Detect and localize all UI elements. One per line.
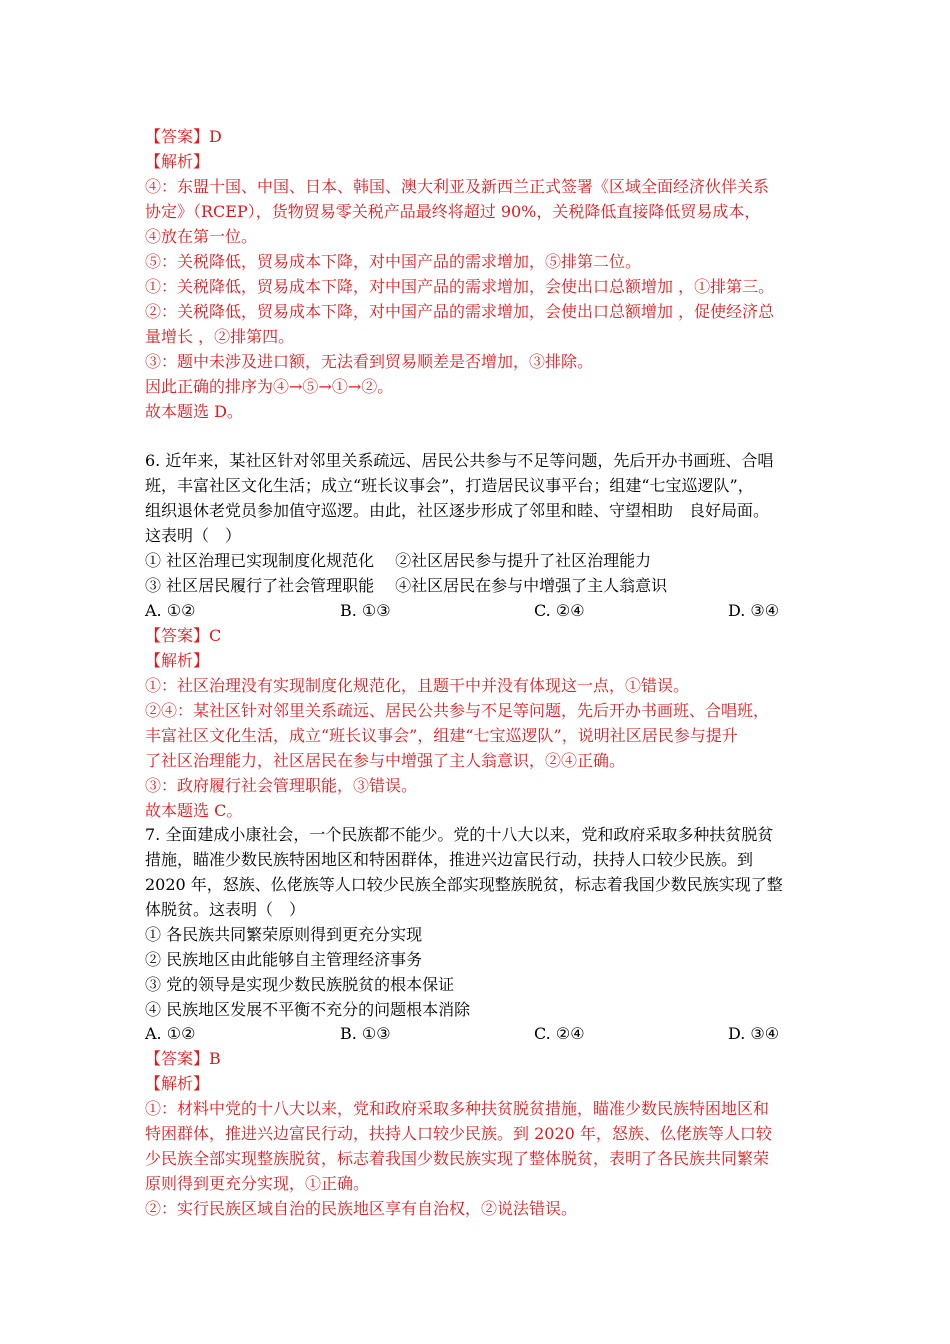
q7-stem-line: 措施，瞄准少数民族特困地区和特困群体，推进兴边富民行动，扶持人口较少民族。到 [145,850,754,869]
q6-analysis-line: ②④：某社区针对邻里关系疏远、居民公共参与不足等问题，先后开办书画班、合唱班， [145,701,770,720]
q7-answer: 【答案】B [145,1049,221,1068]
q7-statement: ② 民族地区由此能够自主管理经济事务 [145,950,423,969]
q5-analysis-line: ④放在第一位。 [145,227,258,246]
q6-statement: ① 社区治理已实现制度化规范化 ②社区居民参与提升了社区治理能力 [145,551,652,570]
q7-analysis-line: ②：实行民族区域自治的民族地区享有自治权，②说法错误。 [145,1199,578,1218]
q6-stem-line: 6. 近年来，某社区针对邻里关系疏远、居民公共参与不足等问题，先后开办书画班、合唱 [145,451,774,470]
q5-answer: 【答案】D [145,127,222,146]
q7-option-b: B. ①③ [340,1024,391,1043]
q6-option-a: A. ①② [145,601,196,620]
q7-stem-line: 2020 年，怒族、仫佬族等人口较少民族全部实现整族脱贫，标志着我国少数民族实现了整 [145,875,783,894]
q6-statement: ③ 社区居民履行了社会管理职能 ④社区居民在参与中增强了主人翁意识 [145,576,668,595]
q5-analysis-line: ①：关税降低，贸易成本下降，对中国产品的需求增加，会使出口总额增加 ，①排第三。 [145,277,775,296]
q5-analysis-line: ④：东盟十国、中国、日本、韩国、澳大利亚及新西兰正式签署《区域全面经济伙伴关系 [145,177,770,196]
q5-analysis-line: ⑤：关税降低，贸易成本下降，对中国产品的需求增加，⑤排第二位。 [145,252,642,271]
q6-options [145,601,805,621]
q5-analysis-line: 故本题选 D。 [145,402,243,421]
q6-analysis-line: ③：政府履行社会管理职能，③错误。 [145,776,418,795]
q6-analysis-line: 故本题选 C。 [145,801,243,820]
q6-option-d: D. ③④ [728,601,780,620]
q7-analysis-line: 原则得到更充分实现，①正确。 [145,1174,370,1193]
q7-analysis-label: 【解析】 [145,1074,210,1093]
q7-statement: ③ 党的领导是实现少数民族脱贫的根本保证 [145,975,455,994]
q5-analysis-line: 协定》（RCEP），货物贸易零关税产品最终将超过 90%，关税降低直接降低贸易成本， [145,202,761,221]
q6-analysis-label: 【解析】 [145,651,210,670]
q7-options [145,1024,805,1044]
q5-analysis-line: 量增长 ，②排第四。 [145,327,295,346]
q6-analysis-line: ①：社区治理没有实现制度化规范化，且题干中并没有体现这一点，①错误。 [145,676,690,695]
q5-analysis-line: ③：题中未涉及进口额，无法看到贸易顺差是否增加，③排除。 [145,352,594,371]
q6-stem-line: 班，丰富社区文化生活；成立“班长议事会”，打造居民议事平台；组建“七宝巡逻队”， [145,476,754,495]
q5-analysis-line: 因此正确的排序为④→⑤→①→②。 [145,377,394,396]
q7-option-a: A. ①② [145,1024,196,1043]
q6-stem-line: 组织退休老党员参加值守巡逻。由此，社区逐步形成了邻里和睦、守望相助 良好局面。 [145,501,770,520]
q7-stem-line: 7. 全面建成小康社会，一个民族都不能少。党的十八大以来，党和政府采取多种扶贫脱贫 [145,825,774,844]
q7-stem-line: 体脱贫。这表明（ ） [145,900,306,919]
q6-answer: 【答案】C [145,626,222,645]
q6-analysis-line: 了社区治理能力，社区居民在参与中增强了主人翁意识，②④正确。 [145,751,626,770]
q5-analysis-line: ②：关税降低，贸易成本下降，对中国产品的需求增加，会使出口总额增加 ，促使经济总 [145,302,775,321]
q7-analysis-line: 少民族全部实现整族脱贫，标志着我国少数民族实现了整体脱贫，表明了各民族共同繁荣 [145,1149,770,1168]
q6-analysis-line: 丰富社区文化生活，成立“班长议事会”，组建“七宝巡逻队”，说明社区居民参与提升 [145,726,738,745]
q6-stem-line: 这表明（ ） [145,526,242,545]
q6-option-c: C. ②④ [534,601,585,620]
q7-analysis-line: 特困群体，推进兴边富民行动，扶持人口较少民族。到 2020 年，怒族、仫佬族等人口较 [145,1124,772,1143]
q7-option-d: D. ③④ [728,1024,780,1043]
q7-analysis-line: ①：材料中党的十八大以来，党和政府采取多种扶贫脱贫措施，瞄准少数民族特困地区和 [145,1099,770,1118]
q7-statement: ① 各民族共同繁荣原则得到更充分实现 [145,925,423,944]
q6-option-b: B. ①③ [340,601,391,620]
q7-option-c: C. ②④ [534,1024,585,1043]
q7-statement: ④ 民族地区发展不平衡不充分的问题根本消除 [145,1000,471,1019]
q5-analysis-label: 【解析】 [145,152,210,171]
